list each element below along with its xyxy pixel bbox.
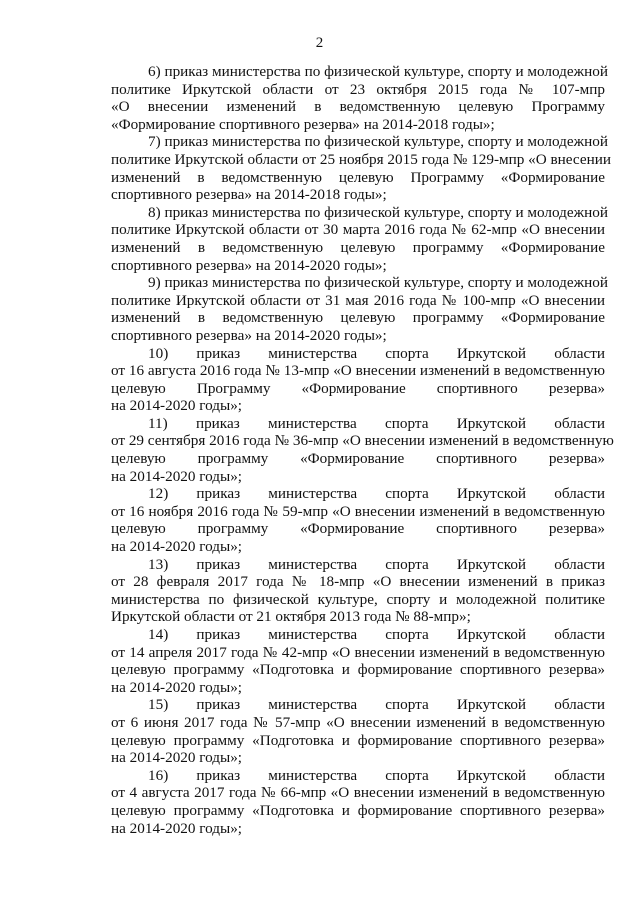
document-body [111, 63, 614, 837]
text-line: на 2014-2020 годы»; [111, 749, 243, 767]
text-line: целевую программу «Формирование спортивного резерва» [111, 520, 605, 538]
text-line: 13) приказ министерства спорта Иркутской области [148, 555, 605, 573]
text-line: на 2014-2020 годы»; [111, 678, 243, 696]
text-line: целевую программу «Формирование спортивного резерва» [111, 450, 605, 468]
list-item [111, 63, 608, 133]
text-line: на 2014-2020 годы»; [111, 538, 243, 556]
list-item [111, 203, 608, 274]
text-line: 12) приказ министерства спорта Иркутской области [148, 485, 605, 503]
text-line: политике Иркутской области от 31 мая 2016 года № 100-мпр «О внесении [111, 291, 605, 309]
list-item [111, 485, 605, 555]
text-line: изменений в ведомственную целевую программу «Формирование [111, 238, 605, 256]
text-line: от 6 июня 2017 года № 57-мпр «О внесении изменений в ведомственную [111, 713, 605, 731]
text-line: целевую программу «Подготовка и формирование спортивного резерва» [111, 801, 605, 819]
text-line: 15) приказ министерства спорта Иркутской области [148, 696, 605, 714]
text-line: политике Иркутской области от 30 марта 2016 года № 62-мпр «О внесении [111, 221, 605, 239]
text-line: 7) приказ министерства по физической культуре, спорту и молодежной [148, 133, 608, 151]
text-line: 14) приказ министерства спорта Иркутской области [148, 626, 605, 643]
text-line: спортивного резерва» на 2014-2018 годы»; [111, 186, 387, 204]
text-line: от 4 августа 2017 года № 66-мпр «О внесении изменений в ведомственную [111, 784, 605, 802]
text-line: 10) приказ министерства спорта Иркутской области [148, 344, 605, 362]
text-line: «О внесении изменений в ведомственную целевую Программу [111, 98, 605, 116]
text-line: от 16 августа 2016 года № 13-мпр «О внесении изменений в ведомственную [111, 362, 605, 380]
list-item [111, 696, 605, 766]
list-item [111, 767, 605, 837]
text-line: политике Иркутской области от 25 ноября 2015 года № 129-мпр «О внесении [111, 150, 611, 168]
text-line: на 2014-2020 годы»; [111, 467, 243, 485]
text-line: от 16 ноября 2016 года № 59-мпр «О внесении изменений в ведомственную [111, 502, 605, 520]
text-line: целевую Программу «Формирование спортивного резерва» [111, 379, 605, 397]
list-item [111, 626, 605, 696]
text-line: «Формирование спортивного резерва» на 2014-2018 годы»; [111, 115, 495, 133]
text-line: 6) приказ министерства по физической культуре, спорту и молодежной [148, 63, 608, 80]
text-line: на 2014-2020 годы»; [111, 397, 243, 415]
text-line: 8) приказ министерства по физической культуре, спорту и молодежной [148, 203, 608, 221]
page-number: 2 [315, 35, 324, 51]
list-item [111, 133, 611, 204]
text-line: целевую программу «Подготовка и формирование спортивного резерва» [111, 731, 605, 749]
text-line: Иркутской области от 21 октября 2013 года № 88-мпр»; [111, 608, 471, 626]
text-line: изменений в ведомственную целевую Программу «Формирование [111, 168, 605, 186]
text-line: целевую программу «Подготовка и формирование спортивного резерва» [111, 661, 605, 679]
text-line: политике Иркутской области от 23 октября 2015 года № 107-мпр [111, 80, 605, 98]
text-line: спортивного резерва» на 2014-2020 годы»; [111, 256, 387, 274]
text-line: от 29 сентября 2016 года № 36-мпр «О внесении изменений в ведомственную [111, 432, 614, 450]
list-item [111, 274, 608, 344]
text-line: 11) приказ министерства спорта Иркутской области [148, 414, 605, 432]
text-line: изменений в ведомственную целевую программу «Формирование [111, 309, 605, 327]
text-line: 16) приказ министерства спорта Иркутской области [148, 766, 605, 784]
text-line: от 28 февраля 2017 года № 18-мпр «О внесении изменений в приказ [111, 573, 605, 591]
text-line: от 14 апреля 2017 года № 42-мпр «О внесении изменений в ведомственную [111, 643, 605, 661]
text-line: министерства по физической культуре, спорту и молодежной политике [111, 590, 605, 608]
list-item [111, 414, 614, 485]
text-line: на 2014-2020 годы»; [111, 819, 243, 837]
list-item [111, 556, 605, 626]
text-line: 9) приказ министерства по физической культуре, спорту и молодежной [148, 274, 608, 292]
text-line: спортивного резерва» на 2014-2020 годы»; [111, 326, 387, 344]
list-item [111, 345, 605, 415]
